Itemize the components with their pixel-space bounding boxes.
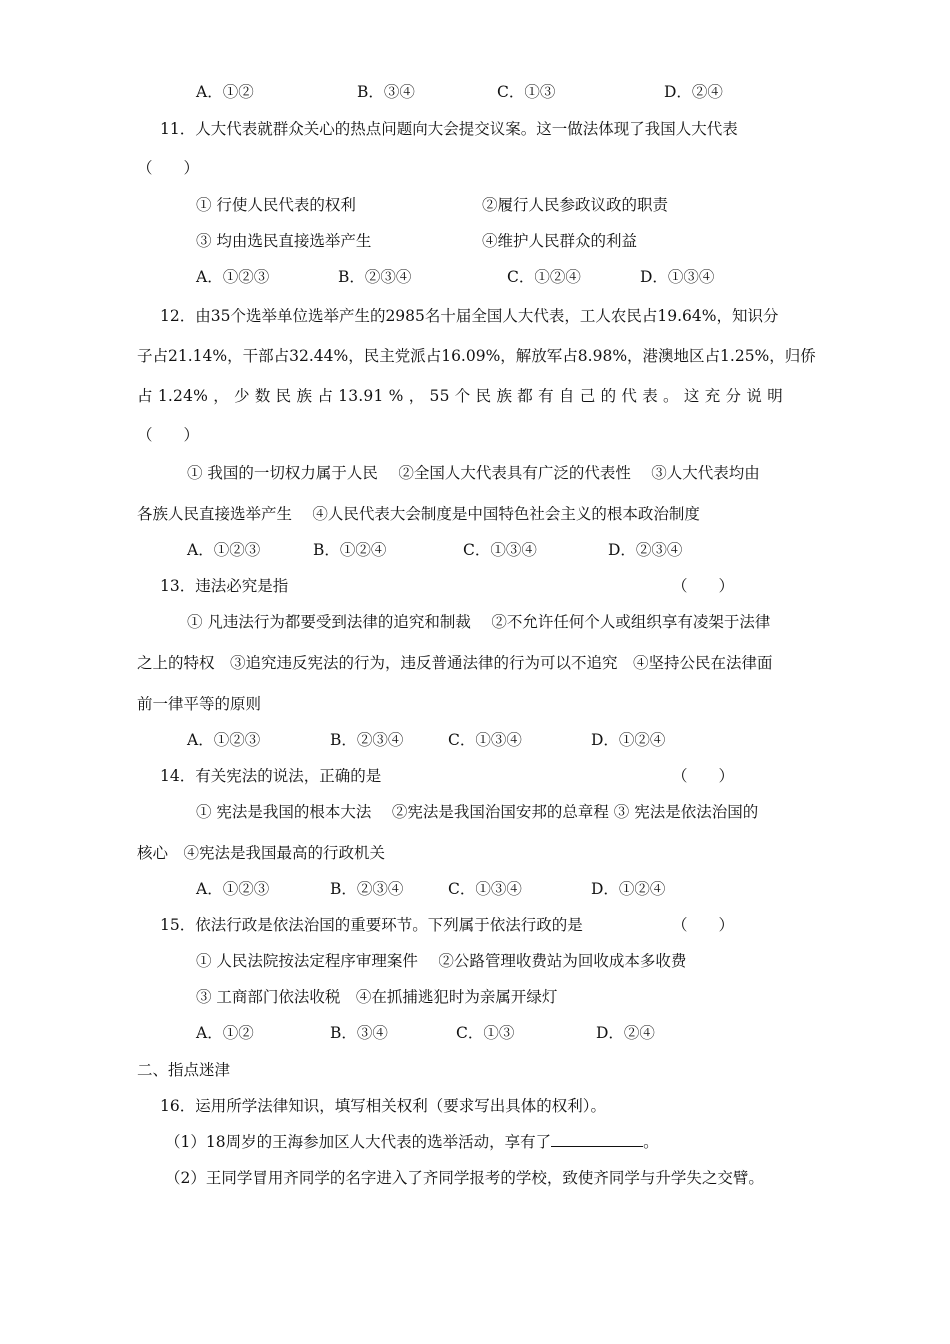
q16-sub-1-end: 。 bbox=[643, 1133, 659, 1151]
q12-items-line-1: ① 我国的一切权力属于人民 ②全国人大代表具有广泛的代表性 ③人大代表均由 bbox=[187, 464, 760, 482]
q11-answer-paren: （ ） bbox=[137, 159, 200, 177]
q11-item-2: ②履行人民参政议政的职责 bbox=[482, 196, 669, 214]
q16-stem: 16．运用所学法律知识，填写相关权利（要求写出具体的权利）。 bbox=[160, 1097, 606, 1115]
q16-sub-2: （2）王同学冒用齐同学的名字进入了齐同学报考的学校，致使齐同学与升学失之交臂。 bbox=[165, 1169, 764, 1187]
q12-answer-paren: （ ） bbox=[137, 426, 200, 444]
q15-option-c: C．①③ bbox=[456, 1024, 515, 1042]
q16-sub-1-text: （1）18周岁的王海参加区人大代表的选举活动，享有了 bbox=[165, 1133, 552, 1151]
q15-answer-paren: （ ） bbox=[672, 916, 735, 934]
q13-items-line-1: ① 凡违法行为都要受到法律的追究和制裁 ②不允许任何个人或组织享有凌架于法律 bbox=[187, 613, 771, 631]
q12-option-d: D．②③④ bbox=[608, 541, 683, 559]
q14-items-line-1: ① 宪法是我国的根本大法 ②宪法是我国治国安邦的总章程 ③ 宪法是依法治国的 bbox=[196, 803, 759, 821]
q10-option-d: D．②④ bbox=[664, 83, 723, 101]
q14-items-line-2: 核心 ④宪法是我国最高的行政机关 bbox=[137, 844, 386, 862]
q14-option-c: C．①③④ bbox=[448, 880, 522, 898]
q12-option-b: B．①②④ bbox=[313, 541, 387, 559]
q12-option-a: A．①②③ bbox=[187, 541, 261, 559]
q15-option-d: D．②④ bbox=[596, 1024, 655, 1042]
q13-option-c: C．①③④ bbox=[448, 731, 522, 749]
q11-option-c: C．①②④ bbox=[507, 268, 581, 286]
q15-items-line-1: ① 人民法院按法定程序审理案件 ②公路管理收费站为回收成本多收费 bbox=[196, 952, 687, 970]
q15-option-a: A．①② bbox=[196, 1024, 254, 1042]
q14-stem: 14．有关宪法的说法，正确的是 bbox=[160, 767, 382, 785]
q14-option-b: B．②③④ bbox=[330, 880, 404, 898]
q13-option-b: B．②③④ bbox=[330, 731, 404, 749]
q11-option-b: B．②③④ bbox=[338, 268, 412, 286]
q11-stem: 11．人大代表就群众关心的热点问题向大会提交议案。这一做法体现了我国人大代表 bbox=[160, 120, 738, 138]
q10-option-a: A．①② bbox=[196, 83, 254, 101]
q16-sub-1-blank[interactable] bbox=[551, 1132, 643, 1147]
q10-option-c: C．①③ bbox=[497, 83, 556, 101]
q11-item-4: ④维护人民群众的利益 bbox=[482, 232, 638, 250]
q13-answer-paren: （ ） bbox=[672, 577, 735, 595]
q12-stem-line-2: 子占21.14%，干部占32.44%，民主党派占16.09%，解放军占8.98%，港澳地区占1.25%，归侨 bbox=[137, 347, 816, 365]
q14-option-a: A．①②③ bbox=[196, 880, 270, 898]
q12-option-c: C．①③④ bbox=[463, 541, 537, 559]
q11-item-3: ③ 均由选民直接选举产生 bbox=[196, 232, 372, 250]
q13-items-line-3: 前一律平等的原则 bbox=[137, 695, 262, 713]
q13-stem: 13．违法必究是指 bbox=[160, 577, 289, 595]
q12-stem-line-1: 12．由35个选举单位选举产生的2985名十届全国人大代表，工人农民占19.64%，知识分 bbox=[160, 307, 779, 325]
q13-items-line-2: 之上的特权 ③追究违反宪法的行为，违反普通法律的行为可以不追究 ④坚持公民在法律面 bbox=[137, 654, 773, 672]
q15-items-line-2: ③ 工商部门依法收税 ④在抓捕逃犯时为亲属开绿灯 bbox=[196, 988, 558, 1006]
q15-option-b: B．③④ bbox=[330, 1024, 388, 1042]
q15-stem: 15．依法行政是依法治国的重要环节。下列属于依法行政的是 bbox=[160, 916, 583, 934]
q16-sub-1 bbox=[165, 1132, 659, 1152]
q14-option-d: D．①②④ bbox=[591, 880, 666, 898]
q12-stem-line-3: 占 1.24% ， 少 数 民 族 占 13.91 % ， 55 个 民 族 都 有 自 己 的 代 表 。 这 充 分 说 明 bbox=[137, 387, 783, 405]
q11-item-1: ① 行使人民代表的权利 bbox=[196, 196, 356, 214]
q11-option-a: A．①②③ bbox=[196, 268, 270, 286]
q12-items-line-2: 各族人民直接选举产生 ④人民代表大会制度是中国特色社会主义的根本政治制度 bbox=[137, 505, 700, 523]
section-heading: 二、指点迷津 bbox=[137, 1061, 231, 1079]
q13-option-a: A．①②③ bbox=[187, 731, 261, 749]
q14-answer-paren: （ ） bbox=[672, 767, 735, 785]
q13-option-d: D．①②④ bbox=[591, 731, 666, 749]
q11-option-d: D．①③④ bbox=[640, 268, 715, 286]
q10-option-b: B．③④ bbox=[357, 83, 415, 101]
